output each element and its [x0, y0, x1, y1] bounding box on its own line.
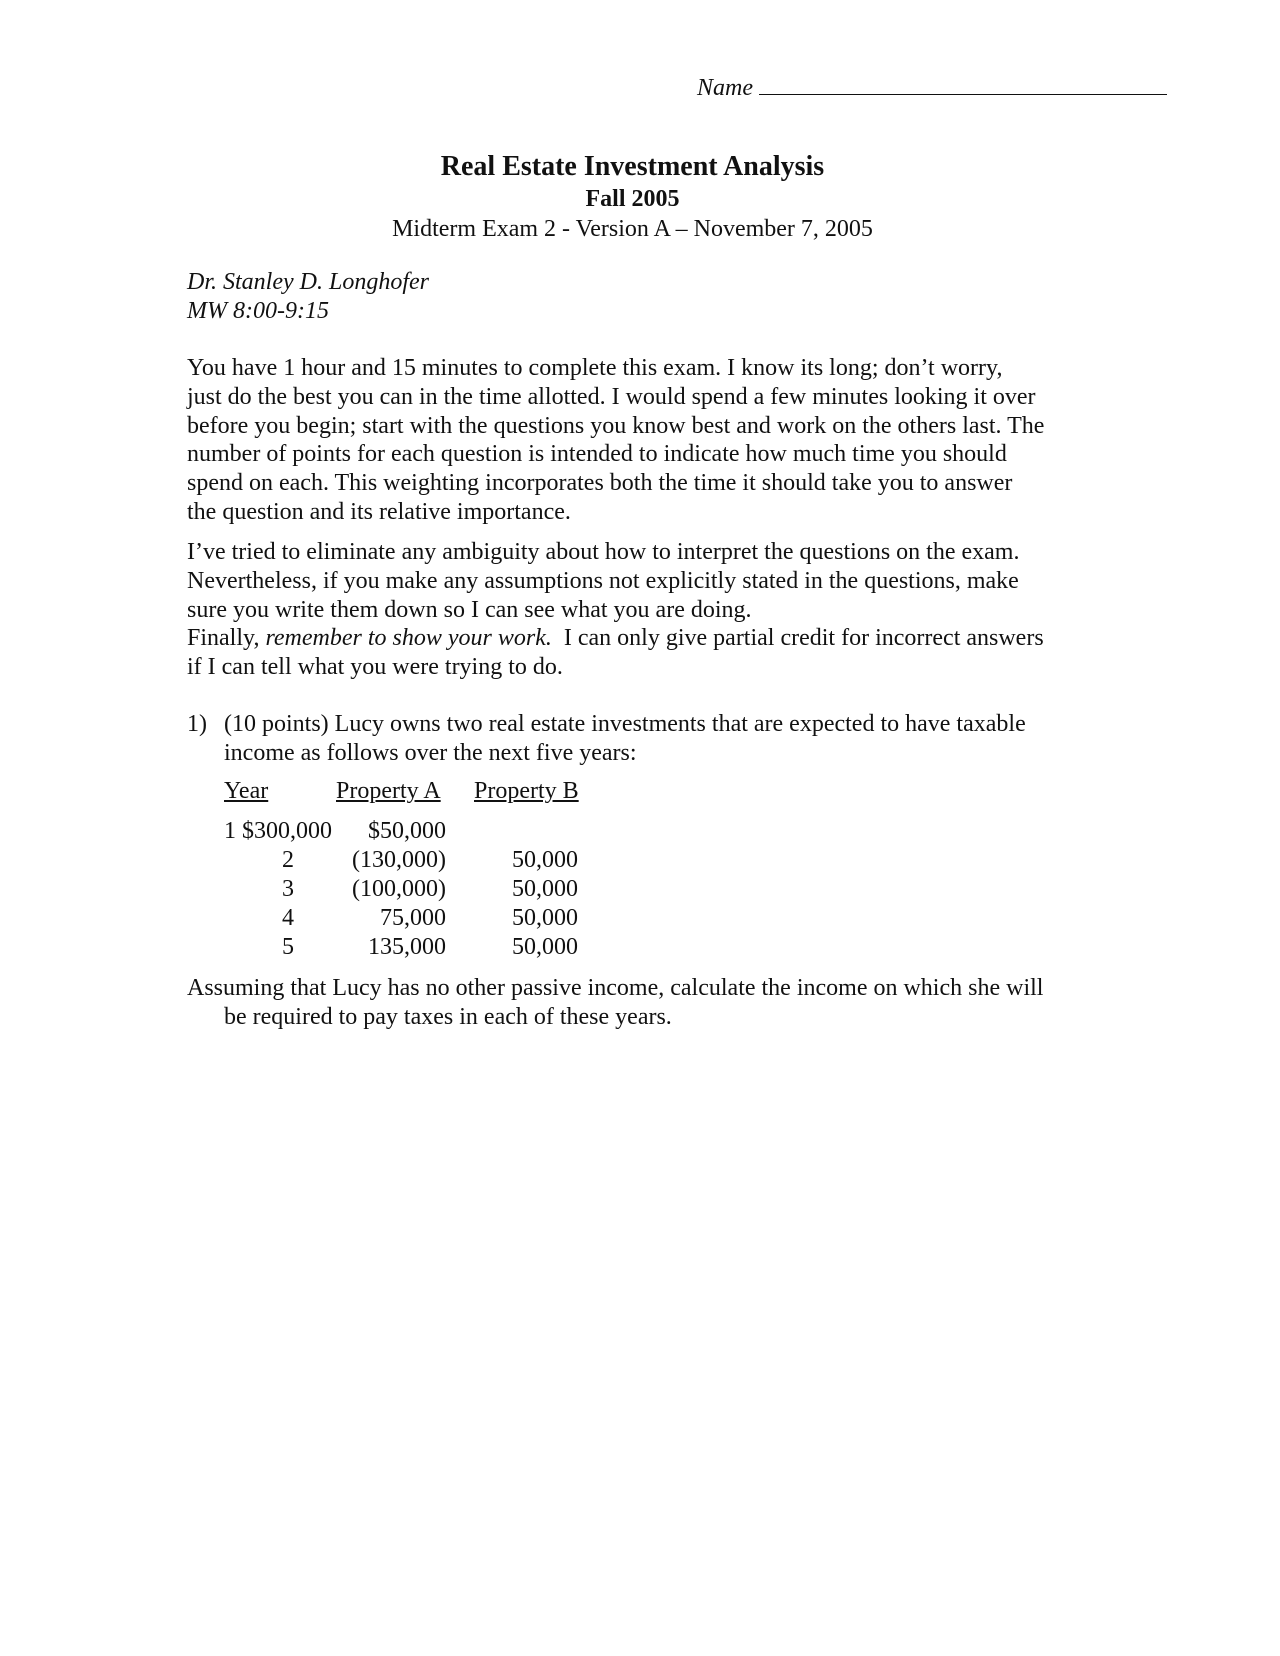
- table-row-property-b: 50,000: [512, 934, 578, 960]
- show-work-emphasis: remember to show your work.: [265, 625, 552, 652]
- paragraph-line: before you begin; start with the questions you know best and work on the others last. The: [187, 412, 1045, 439]
- table-header-year: Year: [224, 778, 269, 804]
- table-row-1-year-a: 1 $300,000: [224, 818, 332, 844]
- table-row-property-a: (100,000): [352, 876, 446, 902]
- name-blank-line: [759, 72, 1167, 95]
- paragraph-line: the question and its relative importance.: [187, 498, 571, 525]
- table-row-property-b: 50,000: [512, 905, 578, 931]
- paragraph-line: [187, 624, 1087, 653]
- paragraph-line: I’ve tried to eliminate any ambiguity about how to interpret the questions on the exam.: [187, 539, 1020, 565]
- prompt-line: be required to pay taxes in each of these years.: [224, 1004, 672, 1030]
- question-number: 1): [187, 711, 207, 737]
- course-title: Real Estate Investment Analysis: [440, 151, 825, 182]
- table-row-property-a: 135,000: [368, 934, 446, 960]
- table-row-property-b: 50,000: [512, 847, 578, 873]
- course-term: Fall 2005: [585, 186, 680, 212]
- paragraph-line: spend on each. This weighting incorporates both the time it should take you to answer: [187, 470, 1013, 497]
- question-1-prompt: [187, 974, 1043, 1032]
- instructions-paragraph-1: [187, 354, 1087, 527]
- instructor-block: [187, 268, 429, 326]
- table-row-year: 3: [282, 876, 294, 902]
- table-row-year: 5: [282, 934, 294, 960]
- title-block: [0, 150, 1265, 244]
- table-row-property-b: 50,000: [512, 876, 578, 902]
- finally-rest: I can only give partial credit for incorrect answers: [551, 625, 1044, 652]
- table-row-year: 2: [282, 847, 294, 873]
- paragraph-line: number of points for each question is intended to indicate how much time you should: [187, 441, 1007, 468]
- instructions-paragraph-2: [187, 538, 1087, 682]
- table-header-property-a: Property A: [336, 778, 441, 804]
- paragraph-line: sure you write them down so I can see what you are doing.: [187, 596, 752, 623]
- question-text-line: (10 points) Lucy owns two real estate investments that are expected to have taxable: [224, 711, 1026, 737]
- paragraph-line: just do the best you can in the time allotted. I would spend a few minutes looking it over: [187, 383, 1036, 410]
- name-field: [697, 72, 1167, 102]
- name-label: Name: [697, 75, 753, 101]
- paragraph-line: You have 1 hour and 15 minutes to complete this exam. I know its long; don’t worry,: [187, 355, 1003, 381]
- table-row-property-a: (130,000): [352, 847, 446, 873]
- prompt-line: Assuming that Lucy has no other passive income, calculate the income on which she will: [187, 975, 1044, 1001]
- table-row-year: 4: [282, 905, 294, 931]
- table-row-1-b: $50,000: [368, 818, 446, 844]
- paragraph-line: if I can tell what you were trying to do.: [187, 654, 563, 681]
- instructor-name: Dr. Stanley D. Longhofer: [187, 269, 429, 295]
- paragraph-line: Nevertheless, if you make any assumptions not explicitly stated in the questions, make: [187, 567, 1019, 594]
- finally-prefix: Finally,: [187, 625, 266, 652]
- exam-subtitle: Midterm Exam 2 - Version A – November 7, 2005: [392, 216, 873, 242]
- class-schedule: MW 8:00-9:15: [187, 298, 329, 324]
- question-text-line: income as follows over the next five years:: [224, 740, 637, 766]
- table-header-property-b: Property B: [474, 778, 579, 804]
- table-row-property-a: 75,000: [380, 905, 446, 931]
